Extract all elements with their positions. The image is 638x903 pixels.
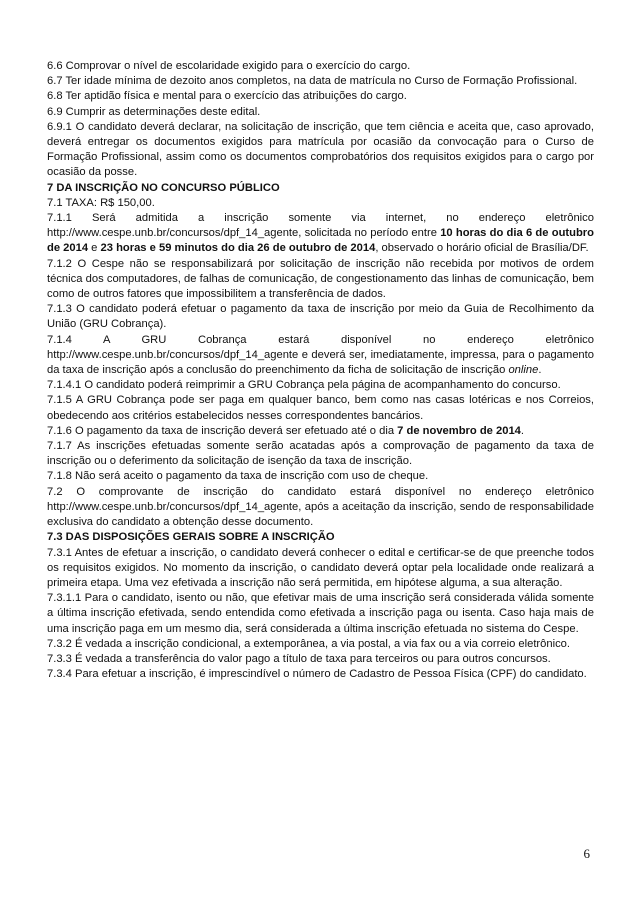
- item-6-9-1: 6.9.1 O candidato deverá declarar, na solicitação de inscrição, que tem ciência e aceita que, caso aprovado, deverá entregar os documentos exigidos para matrícula por ocasião da convocação para o Curso de Formação Profissional, assim como os documentos comprobatórios dos requisitos exigidos para o cargo por ocasião da posse.: [47, 120, 594, 179]
- item-7-3-3: 7.3.3 É vedada a transferência do valor pago a título de taxa para terceiros ou para outros concursos.: [47, 652, 551, 665]
- item-7-1: 7.1 TAXA: R$ 150,00.: [47, 196, 155, 209]
- item-6-9: 6.9 Cumprir as determinações deste edital.: [47, 105, 261, 118]
- item-7-2: 7.2 O comprovante de inscrição do candidato estará disponível no endereço eletrônico http://www.cespe.unb.br/concursos/dpf_14_agente, após a aceitação da inscrição, sendo de responsabilidade exclusiva do candidato a obtenção desse documento.: [47, 485, 594, 529]
- item-7-1-1-start-date: 10 horas do dia 6 de outubro de 2014: [47, 227, 594, 255]
- item-7-1-1-text-b: e: [88, 242, 101, 255]
- item-7-3-2: 7.3.2 É vedada a inscrição condicional, a extemporânea, a via postal, a via fax ou a via correio eletrônico.: [47, 637, 571, 650]
- item-7-3-1: 7.3.1 Antes de efetuar a inscrição, o candidato deverá conhecer o edital e certificar-se de que preenche todos os requisitos exigidos. No momento da inscrição, o candidato deverá optar pela localidade onde realizará a primeira etapa. Uma vez efetivada a inscrição não será permitida, em hipótese alguma, a sua alteração.: [47, 546, 594, 589]
- section-heading-7: 7 DA INSCRIÇÃO NO CONCURSO PÚBLICO: [47, 181, 280, 194]
- item-7-1-2: 7.1.2 O Cespe não se responsabilizará por solicitação de inscrição não recebida por motivos de ordem técnica dos computadores, de falhas de comunicação, de congestionamento das linhas de comunicação, bem como de outros fatores que impossibilitem a transferência de dados.: [47, 257, 594, 301]
- page-number: 6: [583, 846, 590, 861]
- item-7-1-7: 7.1.7 As inscrições efetuadas somente serão acatadas após a comprovação de pagamento da taxa de inscrição ou o deferimento da solicitação de isenção da taxa de inscrição.: [47, 440, 594, 468]
- item-7-1-4-text-a: 7.1.4 A GRU Cobrança estará disponível no endereço eletrônico http://www.cespe.unb.br/concursos/dpf_14_agente e deverá ser, imediatamente, impressa, para o pagamento da taxa de inscrição após a conclusão do preenchimento da ficha de solicitação de inscrição: [47, 333, 594, 377]
- item-7-3-1-1: 7.3.1.1 Para o candidato, isento ou não, que efetivar mais de uma inscrição será considerada válida somente a última inscrição efetivada, sendo entendida como efetivada a inscrição paga ou isenta. Caso haja mais de uma inscrição paga em um mesmo dia, será considerada a última inscrição efetuada no sistema do Cespe.: [47, 592, 594, 635]
- item-7-1-4-1: 7.1.4.1 O candidato poderá reimprimir a GRU Cobrança pela página de acompanhamento do concurso.: [47, 379, 561, 392]
- item-7-1-6: [47, 424, 594, 439]
- item-7-1-8: 7.1.8 Não será aceito o pagamento da taxa de inscrição com uso de cheque.: [47, 470, 429, 483]
- item-7-1-1: [47, 211, 594, 257]
- item-7-1-4-online: online: [508, 364, 539, 377]
- item-7-1-1-text-c: , observado o horário oficial de Brasília/DF.: [375, 242, 589, 255]
- item-7-1-1-end-date: 23 horas e 59 minutos do dia 26 de outubro de 2014: [100, 242, 376, 255]
- item-7-3-4: 7.3.4 Para efetuar a inscrição, é imprescindível o número de Cadastro de Pessoa Física (CPF) do candidato.: [47, 668, 587, 681]
- item-6-6: 6.6 Comprovar o nível de escolaridade exigido para o exercício do cargo.: [47, 60, 411, 72]
- item-7-1-6-text-a: 7.1.6 O pagamento da taxa de inscrição deverá ser efetuado até o dia: [47, 424, 398, 437]
- document-page: [47, 59, 594, 682]
- section-heading-7-3: 7.3 DAS DISPOSIÇÕES GERAIS SOBRE A INSCRIÇÃO: [47, 531, 335, 544]
- item-7-1-4-text-b: .: [538, 364, 542, 377]
- item-7-1-1-text-a: 7.1.1 Será admitida a inscrição somente via internet, no endereço eletrônico http://www.cespe.unb.br/concursos/dpf_14_agente, solicitada no período entre: [47, 212, 594, 240]
- item-7-1-4: [47, 333, 594, 379]
- item-6-8: 6.8 Ter aptidão física e mental para o exercício das atribuições do cargo.: [47, 90, 407, 103]
- item-7-1-3: 7.1.3 O candidato poderá efetuar o pagamento da taxa de inscrição por meio da Guia de Recolhimento da União (GRU Cobrança).: [47, 303, 594, 331]
- item-6-7: 6.7 Ter idade mínima de dezoito anos completos, na data de matrícula no Curso de Formação Profissional.: [47, 75, 578, 88]
- item-7-1-5: 7.1.5 A GRU Cobrança pode ser paga em qualquer banco, bem como nas casas lotéricas e nos Correios, obedecendo aos critérios estabelecidos nesses correspondentes bancários.: [47, 394, 594, 422]
- item-7-1-6-text-b: .: [520, 424, 525, 437]
- item-7-1-6-deadline: 7 de novembro de 2014: [397, 424, 521, 437]
